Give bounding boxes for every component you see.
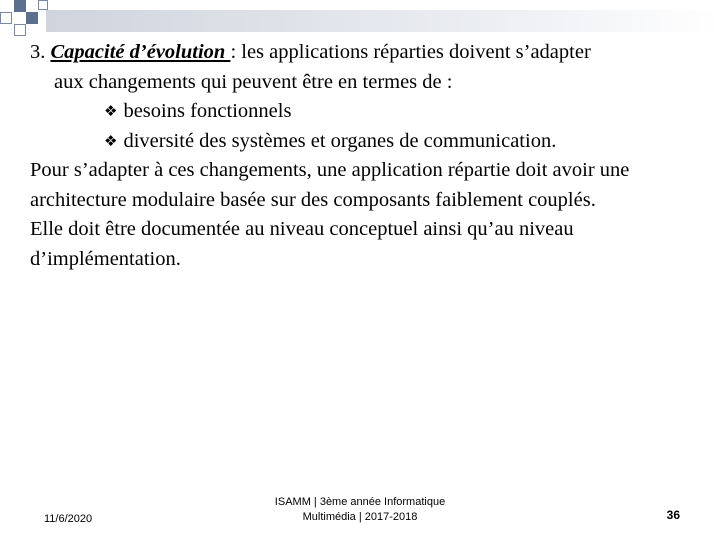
item-heading-line xyxy=(30,38,720,68)
bullet-text: diversité des systèmes et organes de communication. xyxy=(123,129,557,152)
footer-course xyxy=(250,495,470,525)
bullet-item xyxy=(30,97,720,127)
bullet-text: besoins fonctionnels xyxy=(123,100,292,122)
diamond-bullet-icon: ❖ xyxy=(104,131,118,150)
paragraph-line: d’implémentation. xyxy=(30,247,181,270)
item-line-2: aux changements qui peuvent être en termes de : xyxy=(54,70,453,93)
footer-date: 11/6/2020 xyxy=(44,513,93,525)
paragraph-line: Pour s’adapter à ces changements, une application répartie doit avoir une xyxy=(30,159,630,181)
title-band xyxy=(46,10,720,32)
heading-continuation: : les applications réparties doivent s’adapter xyxy=(230,41,591,63)
deco-square xyxy=(38,0,48,10)
slide-body xyxy=(30,38,720,274)
footer-course-line1: ISAMM | 3ème année Informatique xyxy=(274,496,446,508)
footer-course-line2: Multimédia | 2017-2018 xyxy=(302,511,418,523)
paragraph-line: architecture modulaire basée sur des composants faiblement couplés. xyxy=(30,188,596,211)
deco-square xyxy=(0,12,12,24)
deco-square xyxy=(14,0,26,12)
paragraph-line: Elle doit être documentée au niveau conceptuel ainsi qu’au niveau xyxy=(30,218,574,240)
item-number: 3. xyxy=(30,41,51,63)
bullet-item xyxy=(30,127,720,157)
diamond-bullet-icon: ❖ xyxy=(104,102,118,120)
page-number: 36 xyxy=(666,508,680,522)
deco-square xyxy=(14,24,26,36)
section-heading: Capacité d’évolution xyxy=(50,41,231,63)
deco-square xyxy=(26,12,38,24)
